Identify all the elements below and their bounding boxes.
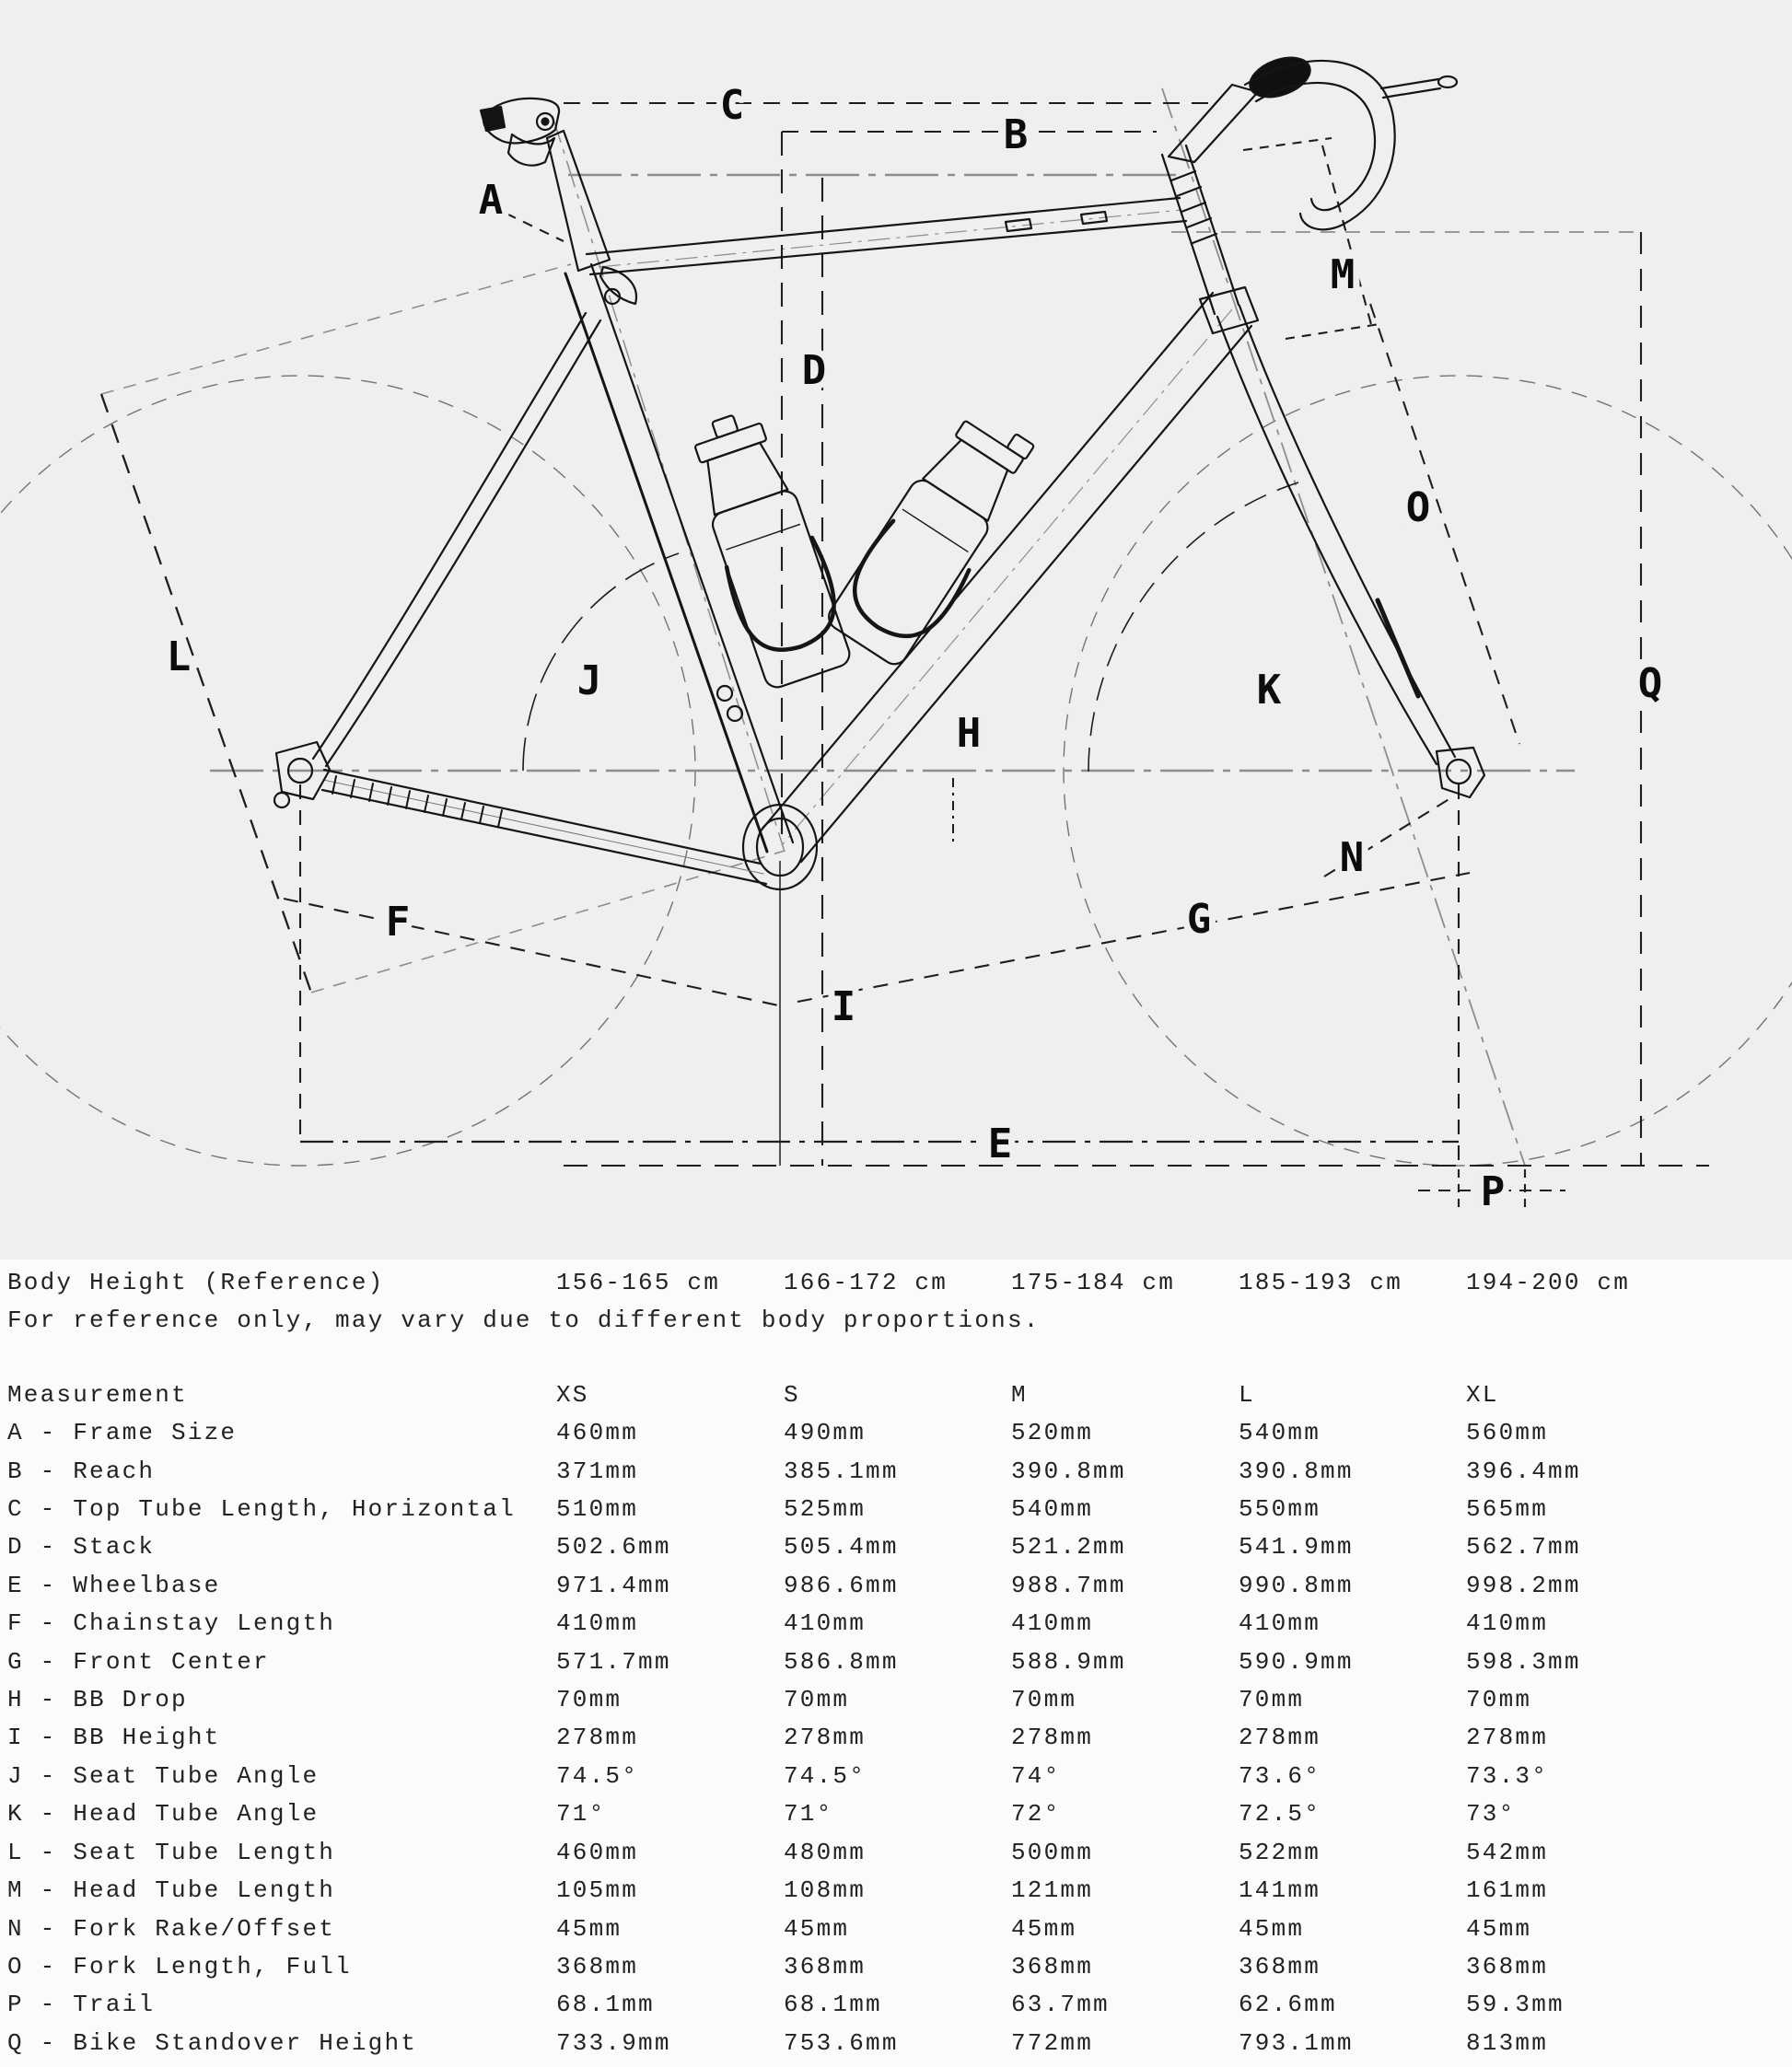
table-row <box>0 1681 1792 1719</box>
row-label: M - Head Tube Length <box>7 1876 336 1905</box>
row-value: 71° <box>784 1800 833 1829</box>
row-value: 500mm <box>1011 1838 1094 1866</box>
row-value: 521.2mm <box>1011 1533 1126 1562</box>
body-height-range-2: 175-184 cm <box>1011 1269 1176 1296</box>
top-tube-axis-line <box>599 210 1181 267</box>
row-label: J - Seat Tube Angle <box>7 1761 320 1790</box>
table-row <box>0 1795 1792 1833</box>
dim-K-head-angle-arc <box>1088 482 1298 772</box>
row-label: O - Fork Length, Full <box>7 1952 352 1980</box>
dim-A-leader <box>506 214 564 241</box>
down-tube-axis-line <box>782 309 1232 845</box>
row-value: 68.1mm <box>556 1991 655 2019</box>
row-value: 410mm <box>1466 1609 1549 1638</box>
row-value: 108mm <box>784 1876 867 1905</box>
row-value: 72.5° <box>1239 1800 1321 1829</box>
shifter-cable <box>1381 79 1440 98</box>
dim-label-K: K <box>1256 667 1282 714</box>
table-row <box>0 1872 1792 1910</box>
row-value: 562.7mm <box>1466 1533 1581 1562</box>
table-row <box>0 1605 1792 1643</box>
row-label: L - Seat Tube Length <box>7 1838 336 1866</box>
row-label: C - Top Tube Length, Horizontal <box>7 1495 516 1524</box>
row-value: 62.6mm <box>1239 1991 1337 2019</box>
seat-length-top-connector <box>101 264 571 394</box>
row-value: 565mm <box>1466 1495 1549 1524</box>
dim-label-D: D <box>801 347 827 394</box>
row-value: 45mm <box>1011 1914 1077 1943</box>
row-value: 278mm <box>784 1724 867 1752</box>
row-value: 278mm <box>1011 1724 1094 1752</box>
size-header-s: S <box>784 1380 800 1409</box>
table-row <box>0 1719 1792 1757</box>
dim-O-fork-length <box>1370 304 1519 744</box>
row-value: 990.8mm <box>1239 1571 1354 1599</box>
row-value: 541.9mm <box>1239 1533 1354 1562</box>
row-value: 73.6° <box>1239 1761 1321 1790</box>
dim-label-I: I <box>831 983 856 1030</box>
table-row <box>0 1758 1792 1795</box>
row-value: 733.9mm <box>556 2028 671 2057</box>
size-header-xs: XS <box>556 1380 589 1409</box>
row-value: 70mm <box>1011 1686 1077 1714</box>
water-bottle-down-tube <box>824 401 1048 674</box>
dim-G-front-center <box>797 873 1470 1002</box>
row-value: 73° <box>1466 1800 1516 1829</box>
row-value: 590.9mm <box>1239 1647 1354 1676</box>
bottle-cage <box>724 537 848 662</box>
row-value: 550mm <box>1239 1495 1321 1524</box>
row-value: 540mm <box>1011 1495 1094 1524</box>
row-value: 753.6mm <box>784 2028 899 2057</box>
dim-label-C: C <box>719 82 745 129</box>
row-label: E - Wheelbase <box>7 1571 221 1599</box>
front-dropout <box>1437 748 1484 797</box>
row-value: 520mm <box>1011 1419 1094 1447</box>
table-row <box>0 1643 1792 1681</box>
dim-label-B: B <box>1003 111 1029 158</box>
row-value: 813mm <box>1466 2028 1549 2057</box>
row-value: 525mm <box>784 1495 867 1524</box>
table-row <box>0 1834 1792 1872</box>
row-value: 522mm <box>1239 1838 1321 1866</box>
row-value: 45mm <box>556 1914 623 1943</box>
table-row <box>0 1453 1792 1491</box>
row-value: 490mm <box>784 1419 867 1447</box>
saddle <box>481 99 559 166</box>
row-value: 121mm <box>1011 1876 1094 1905</box>
row-value: 59.3mm <box>1466 1991 1565 2019</box>
dim-label-J: J <box>576 657 602 704</box>
fd-mount-bolt <box>727 706 742 721</box>
row-label: G - Front Center <box>7 1647 270 1676</box>
fork-brake-mount <box>1378 600 1418 696</box>
table-row <box>0 1414 1792 1452</box>
row-label: H - BB Drop <box>7 1686 188 1714</box>
dim-M-tick-top <box>1243 138 1332 150</box>
row-value: 70mm <box>556 1686 623 1714</box>
row-value: 105mm <box>556 1876 639 1905</box>
row-value: 480mm <box>784 1838 867 1866</box>
row-value: 368mm <box>556 1952 639 1980</box>
row-label: K - Head Tube Angle <box>7 1800 320 1829</box>
stem <box>1169 51 1315 162</box>
row-label: N - Fork Rake/Offset <box>7 1914 336 1943</box>
row-value: 510mm <box>556 1495 639 1524</box>
row-value: 410mm <box>556 1609 639 1638</box>
row-value: 70mm <box>784 1686 850 1714</box>
bike-frame-drawing <box>274 51 1484 889</box>
row-label: A - Frame Size <box>7 1419 238 1447</box>
size-header-l: L <box>1239 1380 1255 1409</box>
row-value: 371mm <box>556 1457 639 1485</box>
spec-tables <box>0 1260 1792 2062</box>
row-value: 598.3mm <box>1466 1647 1581 1676</box>
row-value: 586.8mm <box>784 1647 899 1676</box>
row-value: 141mm <box>1239 1876 1321 1905</box>
row-value: 971.4mm <box>556 1571 671 1599</box>
row-label: F - Chainstay Length <box>7 1609 336 1638</box>
row-value: 161mm <box>1466 1876 1549 1905</box>
dim-label-L: L <box>166 633 192 680</box>
head-tube <box>1162 145 1258 333</box>
row-value: 71° <box>556 1800 606 1829</box>
construction-lines <box>0 88 1792 1166</box>
row-value: 278mm <box>556 1724 639 1752</box>
body-height-range-1: 166-172 cm <box>784 1269 948 1296</box>
row-value: 390.8mm <box>1239 1457 1354 1485</box>
row-value: 74° <box>1011 1761 1061 1790</box>
row-value: 988.7mm <box>1011 1571 1126 1599</box>
row-value: 540mm <box>1239 1419 1321 1447</box>
row-value: 410mm <box>1239 1609 1321 1638</box>
row-value: 278mm <box>1239 1724 1321 1752</box>
measurement-header: Measurement <box>7 1380 188 1409</box>
dim-label-P: P <box>1480 1168 1506 1215</box>
size-header-m: M <box>1011 1380 1028 1409</box>
row-value: 63.7mm <box>1011 1991 1110 2019</box>
dim-label-A: A <box>478 177 504 224</box>
row-value: 74.5° <box>784 1761 867 1790</box>
body-height-range-4: 194-200 cm <box>1466 1269 1631 1296</box>
row-label: B - Reach <box>7 1457 156 1485</box>
table-row <box>0 1986 1792 2024</box>
row-value: 390.8mm <box>1011 1457 1126 1485</box>
table-row <box>0 1948 1792 1986</box>
dim-M-head-tube <box>1322 145 1372 328</box>
row-value: 368mm <box>1239 1952 1321 1980</box>
row-label: Q - Bike Standover Height <box>7 2028 418 2057</box>
dim-label-N: N <box>1339 834 1365 881</box>
row-value: 70mm <box>1239 1686 1305 1714</box>
row-value: 45mm <box>784 1914 850 1943</box>
table-body <box>0 1414 1792 2062</box>
dim-label-H: H <box>956 710 982 757</box>
dim-label-Q: Q <box>1637 660 1663 707</box>
row-value: 368mm <box>784 1952 867 1980</box>
dim-M-tick-bottom <box>1286 324 1379 339</box>
geometry-table <box>0 1376 1792 2062</box>
dim-F-chainstay <box>284 899 778 1005</box>
fd-mount-bolt <box>717 686 732 701</box>
body-height-row <box>0 1264 1792 1302</box>
row-value: 70mm <box>1466 1686 1532 1714</box>
dim-label-E: E <box>987 1121 1013 1167</box>
row-value: 45mm <box>1466 1914 1532 1943</box>
row-label: I - BB Height <box>7 1724 221 1752</box>
table-row <box>0 1567 1792 1605</box>
dim-label-F: F <box>385 899 411 946</box>
top-tube <box>587 198 1186 274</box>
row-value: 396.4mm <box>1466 1457 1581 1485</box>
seatstays <box>313 313 600 766</box>
row-label: D - Stack <box>7 1533 156 1562</box>
dim-L-seat-tube <box>101 394 311 993</box>
row-value: 368mm <box>1011 1952 1094 1980</box>
row-value: 368mm <box>1466 1952 1549 1980</box>
body-height-range-0: 156-165 cm <box>556 1269 721 1296</box>
row-value: 74.5° <box>556 1761 639 1790</box>
row-value: 45mm <box>1239 1914 1305 1943</box>
water-bottle-seat-tube <box>678 402 858 691</box>
row-value: 986.6mm <box>784 1571 899 1599</box>
chainstays <box>322 770 766 884</box>
row-value: 772mm <box>1011 2028 1094 2057</box>
row-value: 542mm <box>1466 1838 1549 1866</box>
seatpost <box>547 131 610 271</box>
table-row <box>0 2025 1792 2062</box>
body-height-range-3: 185-193 cm <box>1239 1269 1403 1296</box>
row-value: 793.1mm <box>1239 2028 1354 2057</box>
row-value: 588.9mm <box>1011 1647 1126 1676</box>
row-label: P - Trail <box>7 1991 156 2019</box>
table-row <box>0 1491 1792 1528</box>
row-value: 460mm <box>556 1419 639 1447</box>
derailleur-hanger <box>274 793 289 807</box>
row-value: 571.7mm <box>556 1647 671 1676</box>
row-value: 73.3° <box>1466 1761 1549 1790</box>
row-value: 278mm <box>1466 1724 1549 1752</box>
row-value: 385.1mm <box>784 1457 899 1485</box>
dim-label-M: M <box>1330 251 1356 298</box>
row-value: 505.4mm <box>784 1533 899 1562</box>
body-height-note: For reference only, may vary due to different body proportions. <box>7 1306 1041 1335</box>
dim-label-G: G <box>1186 896 1212 943</box>
row-value: 502.6mm <box>556 1533 671 1562</box>
seat-tube <box>565 264 793 852</box>
row-value: 410mm <box>784 1609 867 1638</box>
row-value: 68.1mm <box>784 1991 882 2019</box>
table-row <box>0 1528 1792 1566</box>
row-value: 560mm <box>1466 1419 1549 1447</box>
fork <box>1217 306 1484 797</box>
row-value: 460mm <box>556 1838 639 1866</box>
rear-dropout <box>274 742 330 807</box>
table-header-row <box>0 1376 1792 1414</box>
dim-label-O: O <box>1405 484 1431 531</box>
row-value: 72° <box>1011 1800 1061 1829</box>
row-value: 410mm <box>1011 1609 1094 1638</box>
table-row <box>0 1910 1792 1948</box>
size-header-xl: XL <box>1466 1380 1499 1409</box>
steering-axis-line <box>1162 88 1525 1166</box>
row-value: 998.2mm <box>1466 1571 1581 1599</box>
body-height-label: Body Height (Reference) <box>7 1269 385 1296</box>
